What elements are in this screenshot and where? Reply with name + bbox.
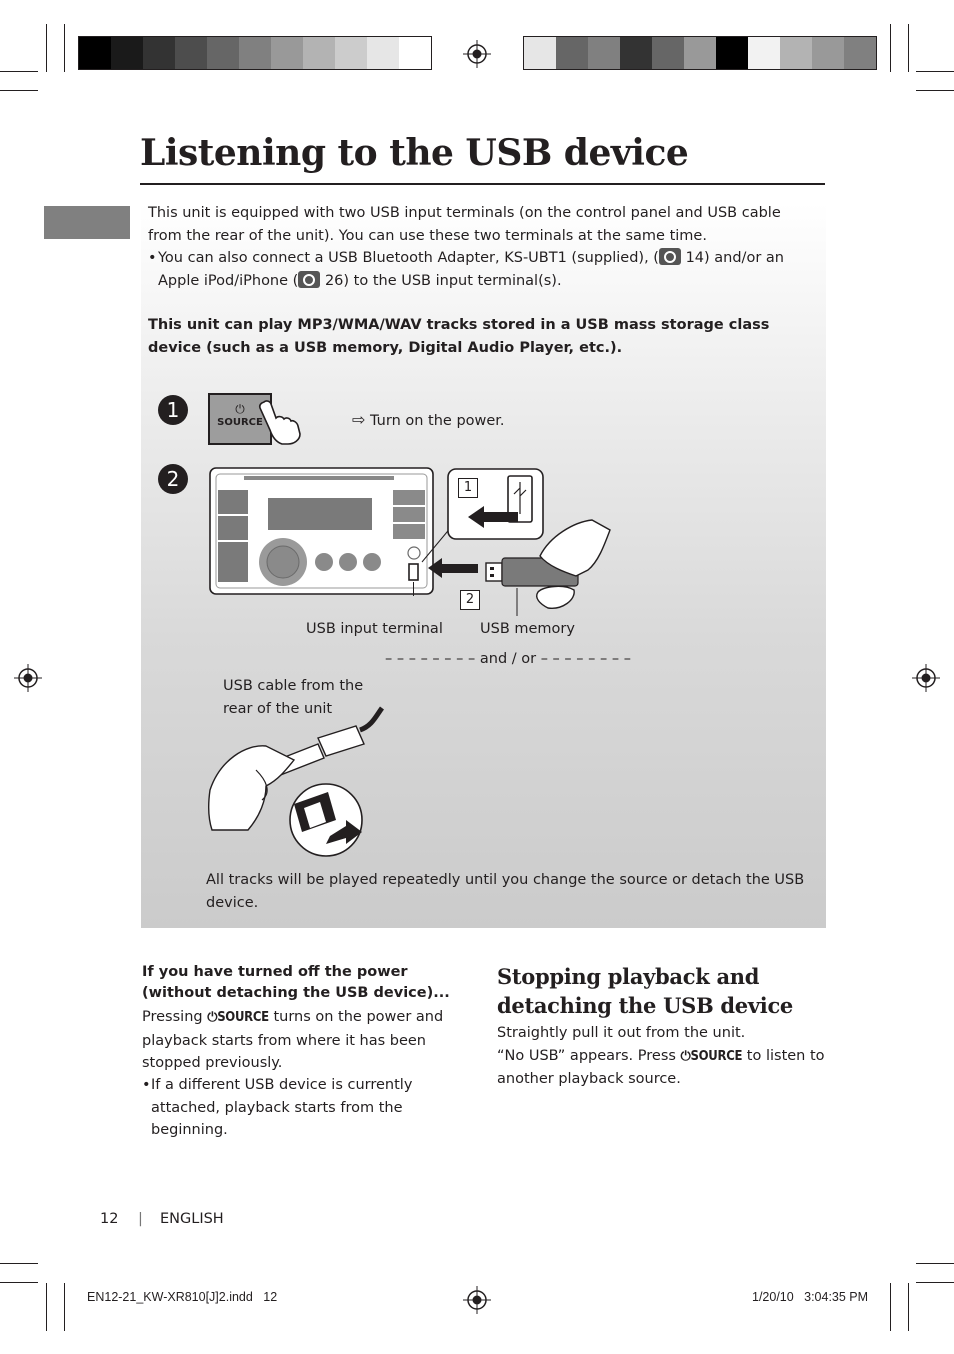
- source-word: SOURCE: [217, 1010, 269, 1025]
- stopping-text: [497, 1022, 827, 1091]
- color-swatch: [716, 37, 748, 69]
- bullet-text-1: You can also connect a USB Bluetooth Adapter, KS-UBT1 (supplied), (: [158, 250, 659, 266]
- usb-cable-illustration: [206, 700, 390, 860]
- crop-mark: [890, 24, 891, 72]
- color-bar-left: [78, 36, 432, 70]
- registration-mark-icon: [463, 1286, 491, 1314]
- color-swatch: [175, 37, 207, 69]
- page-number: 12: [100, 1211, 119, 1227]
- step-1-instruction: [352, 409, 505, 433]
- stopping-heading: Stopping playback and detaching the USB device: [497, 964, 793, 1018]
- color-swatch: [143, 37, 175, 69]
- crop-mark: [46, 1283, 47, 1331]
- step-2-badge: 2: [158, 464, 188, 494]
- color-swatch: [239, 37, 271, 69]
- crop-mark: [46, 24, 47, 72]
- power-off-paragraph: [142, 1006, 474, 1075]
- callout-1: 1: [458, 478, 478, 498]
- color-swatch: [271, 37, 303, 69]
- color-swatch: [844, 37, 876, 69]
- crop-mark: [890, 1283, 891, 1331]
- power-icon: ⏻: [680, 1048, 691, 1064]
- registration-mark-icon: [463, 40, 491, 68]
- color-swatch: [367, 37, 399, 69]
- crop-mark: [916, 1282, 954, 1283]
- footer-divider: |: [138, 1211, 143, 1227]
- stereo-panel-illustration: [208, 466, 436, 596]
- crop-mark: [916, 71, 954, 72]
- crop-mark: [916, 90, 954, 91]
- color-swatch: [303, 37, 335, 69]
- callout-2: 2: [460, 590, 480, 610]
- power-icon: ⏻: [235, 402, 245, 416]
- power-off-text-1: Pressing: [142, 1009, 208, 1025]
- crop-mark: [64, 1283, 65, 1331]
- bullet-text-3: 26) to the USB input terminal(s).: [324, 272, 562, 289]
- color-swatch: [207, 37, 239, 69]
- source-button-ref: [207, 1010, 269, 1025]
- stopping-text-2b: to listen to another playback source.: [497, 1047, 825, 1087]
- crop-mark: [0, 71, 38, 72]
- color-swatch: [79, 37, 111, 69]
- color-swatch: [588, 37, 620, 69]
- crop-mark: [64, 24, 65, 72]
- crop-mark: [908, 24, 909, 72]
- usb-terminal-label: USB input terminal: [306, 621, 443, 637]
- pointing-hand-icon: [256, 398, 304, 446]
- language-tab: [44, 206, 130, 239]
- crop-mark: [916, 1263, 954, 1264]
- color-swatch: [524, 37, 556, 69]
- step-1-badge: 1: [158, 395, 188, 425]
- color-swatch: [111, 37, 143, 69]
- registration-mark-icon: [14, 664, 42, 692]
- color-swatch: [620, 37, 652, 69]
- stopping-text-2a: “No USB” appears. Press: [497, 1047, 681, 1064]
- intro-paragraph: This unit is equipped with two USB input terminals (on the control panel and USB cable from the rear of the unit). You can use these two terminals at the same time.: [148, 205, 781, 244]
- crop-mark: [0, 1282, 38, 1283]
- bullet-mark: •: [142, 1077, 151, 1093]
- color-swatch: [780, 37, 812, 69]
- page-ref-icon: [298, 271, 320, 288]
- right-arrow-icon: ⇨: [352, 410, 366, 429]
- registration-mark-icon: [912, 664, 940, 692]
- print-timestamp: 1/20/10 3:04:35 PM: [752, 1290, 869, 1304]
- power-off-bullet-text: If a different USB device is currently attached, playback starts from the beginning.: [151, 1077, 413, 1138]
- bullet-text-2: 14) and/or an Apple iPod/iPhone (: [158, 250, 784, 289]
- intro-text: [148, 202, 818, 247]
- color-swatch: [335, 37, 367, 69]
- intro-bullet: [148, 247, 818, 292]
- and-or-separator: – – – – – – – – and / or – – – – – – – –: [385, 651, 631, 667]
- repeat-playback-note: All tracks will be played repeatedly until you change the source or detach the USB device.: [206, 872, 805, 911]
- color-swatch: [556, 37, 588, 69]
- bullet-mark: •: [148, 250, 157, 266]
- color-swatch: [748, 37, 780, 69]
- color-swatch: [652, 37, 684, 69]
- usb-cable-label-line1: USB cable from the: [223, 678, 364, 694]
- crop-mark: [908, 1283, 909, 1331]
- source-button-label: SOURCE: [217, 417, 263, 428]
- crop-mark: [0, 1263, 38, 1264]
- usb-cable-label-line2: rear of the unit: [223, 700, 333, 717]
- power-off-bullet: [142, 1074, 472, 1142]
- power-off-heading: If you have turned off the power (without detaching the USB device)...: [142, 964, 450, 1001]
- usb-memory-label: USB memory: [480, 621, 575, 637]
- power-off-text-2: turns on the power and playback starts from where it has been stopped previously.: [142, 1009, 444, 1071]
- footer-language: ENGLISH: [160, 1211, 224, 1227]
- page-title: Listening to the USB device: [140, 132, 689, 174]
- crop-mark: [0, 90, 38, 91]
- file-name-slug: EN12-21_KW-XR810[J]2.indd 12: [87, 1290, 278, 1304]
- power-icon: ⏻: [207, 1010, 218, 1025]
- title-rule: [140, 183, 825, 185]
- source-button-ref: [681, 1049, 743, 1064]
- color-swatch: [399, 37, 431, 69]
- stopping-line-1: Straightly pull it out from the unit.: [497, 1025, 746, 1041]
- usb-memory-illustration: [424, 516, 624, 616]
- source-word: SOURCE: [690, 1048, 743, 1064]
- color-bar-right: [523, 36, 877, 70]
- stopping-line-2: [497, 1045, 827, 1091]
- page-ref-icon: [659, 248, 681, 265]
- color-swatch: [812, 37, 844, 69]
- color-swatch: [684, 37, 716, 69]
- step-1-text: Turn on the power.: [370, 413, 505, 429]
- supported-formats-note: This unit can play MP3/WMA/WAV tracks stored in a USB mass storage class device (such as a USB memory, Digital Audio Player, etc.).: [148, 317, 770, 356]
